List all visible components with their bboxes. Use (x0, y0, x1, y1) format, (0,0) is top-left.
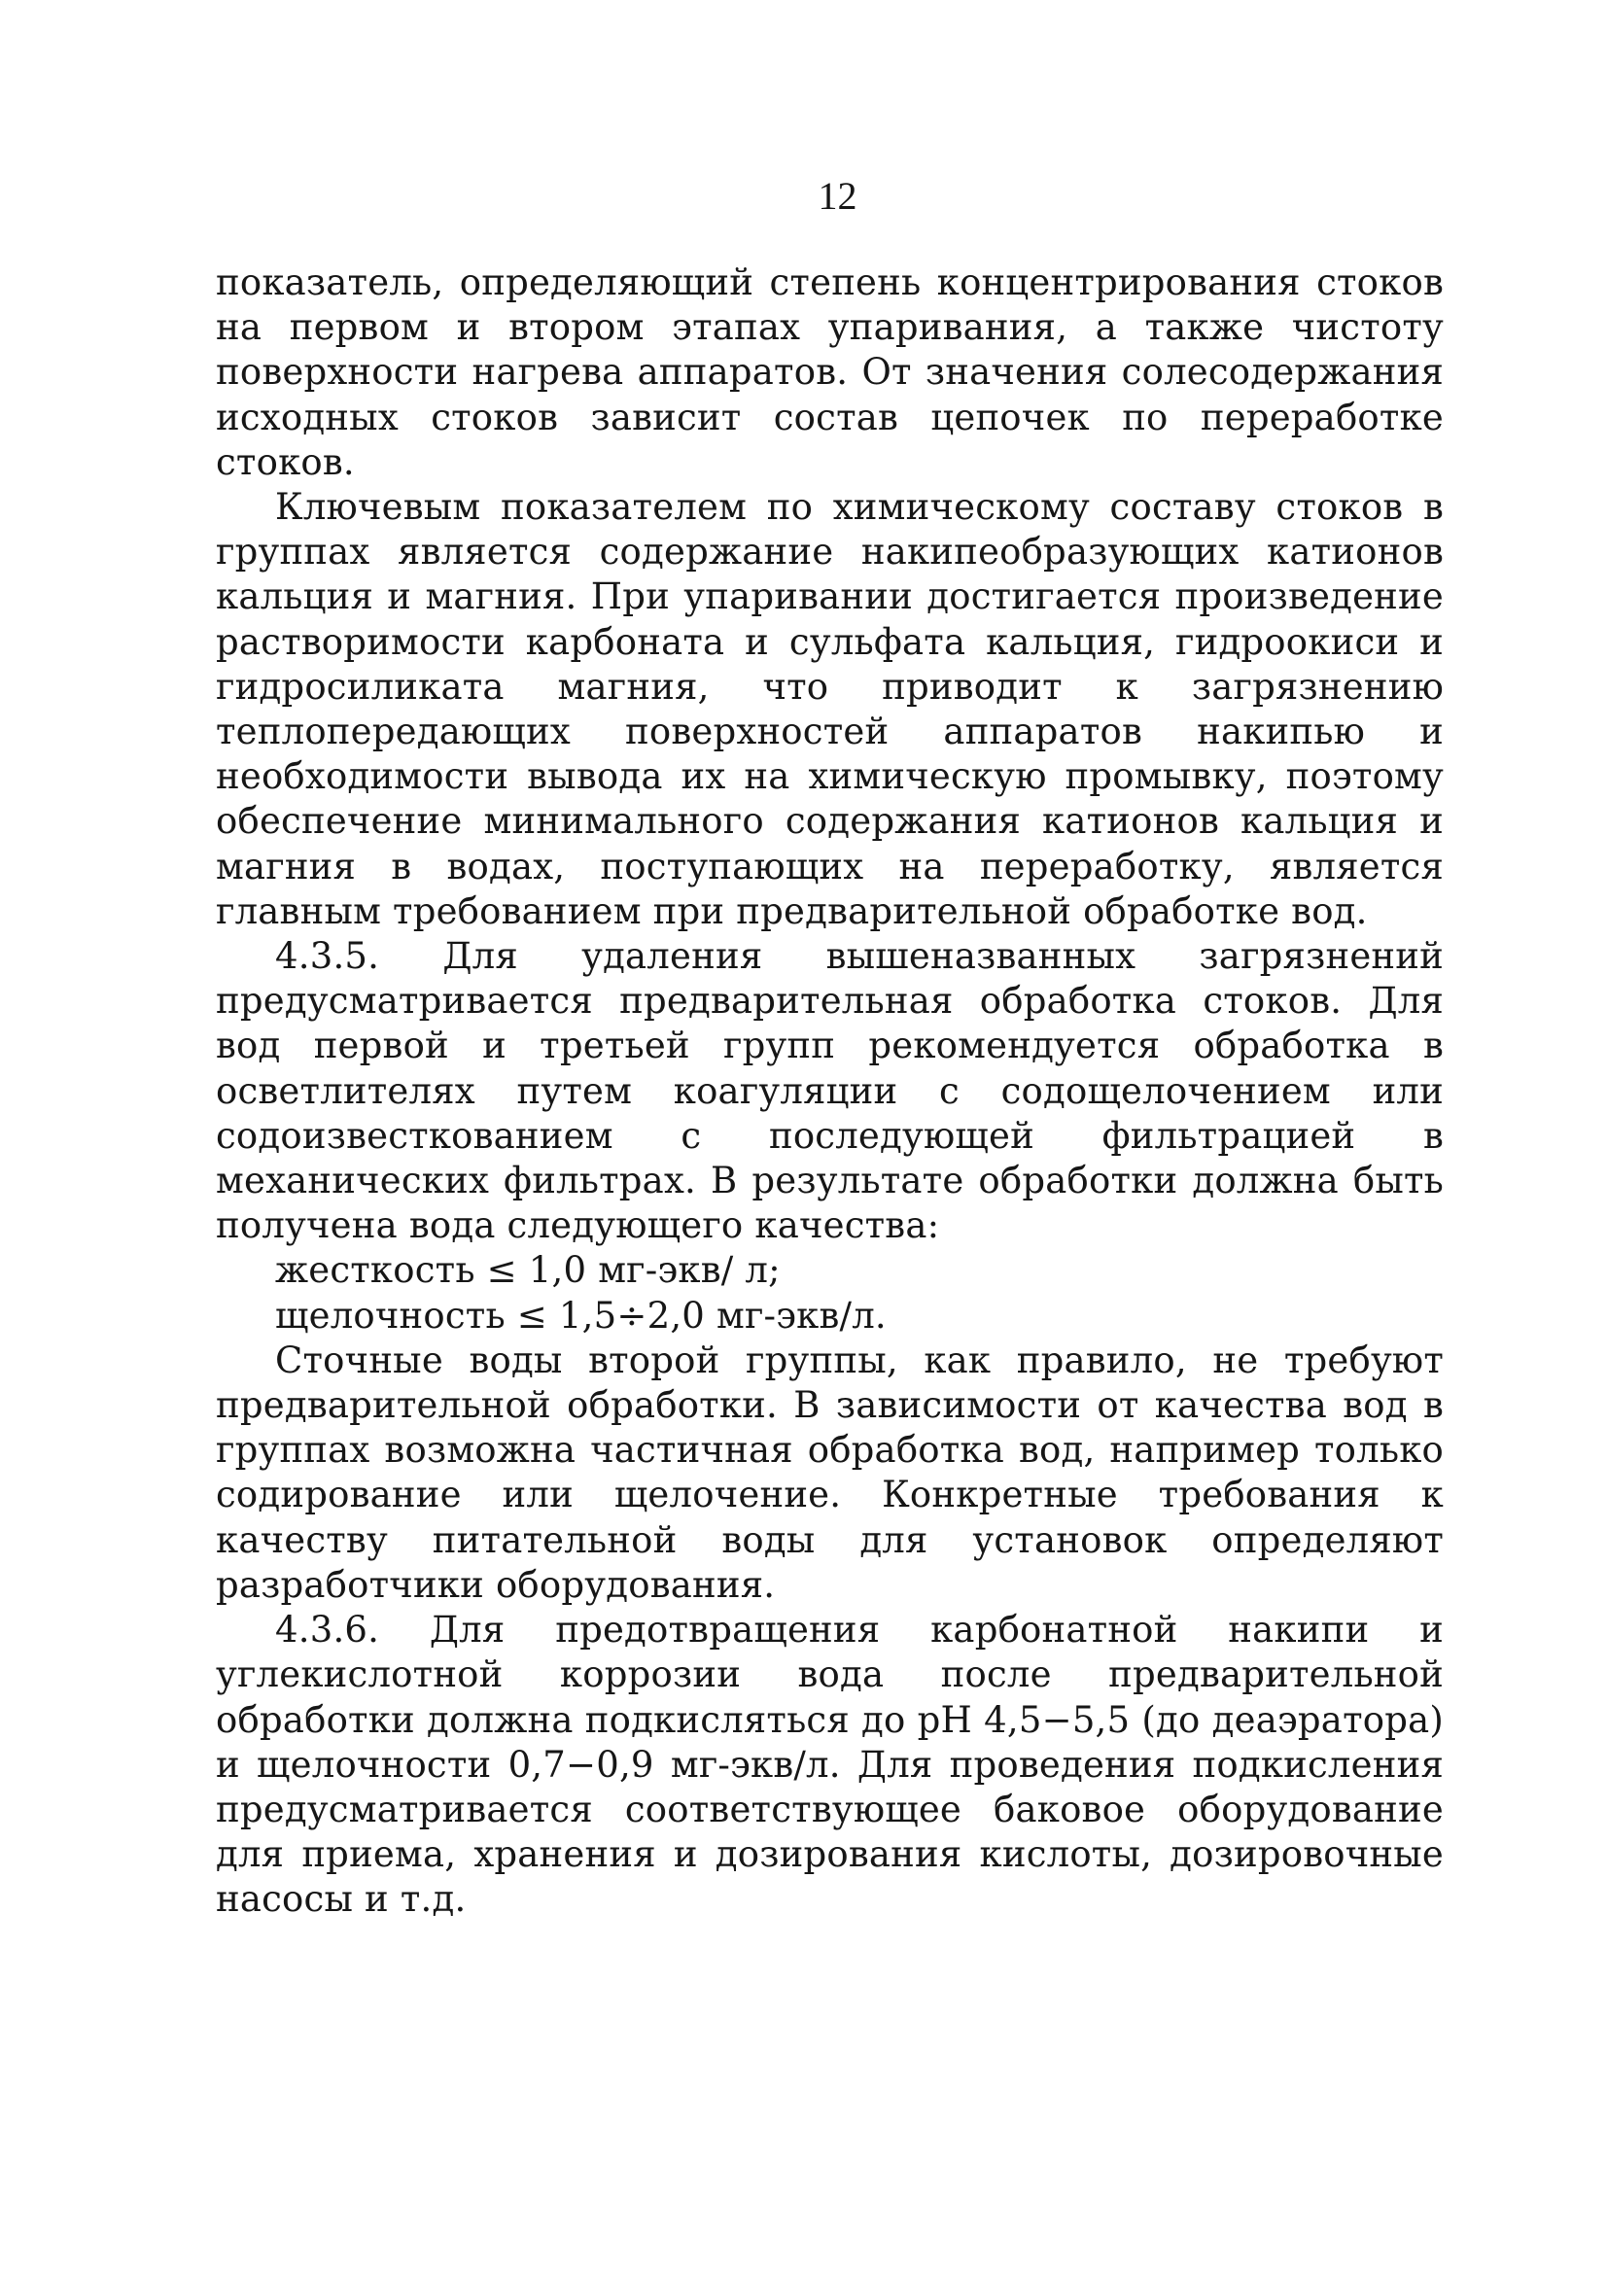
paragraph-salt-content-continuation: показатель, определяющий степень концентрирования стоков на первом и втором этапах упаривания, а также чистоту поверхности нагрева аппаратов. От значения солесодержания исходных стоков зависит состав цепочек по переработке стоков. (216, 261, 1444, 483)
paragraph-key-indicator: Ключевым показателем по химическому составу стоков в группах является содержание накипеобразующих катионов кальция и магния. При упаривании достигается произведение растворимости карбоната и сульфата кальция, гидроокиси и гидросиликата магния, что приводит к загрязнению теплопередающих поверхностей аппаратов накипью и необходимости вывода их на химическую промывку, поэтому обеспечение минимального содержания катионов кальция и магния в водах, поступающих на переработку, является главным требованием при предварительной обработке вод. (216, 486, 1444, 932)
paragraph-second-group: Сточные воды второй группы, как правило, не требуют предварительной обработки. В зависимости от качества вод в группах возможна частичная обработка вод, например только содирование или щелочение. Конкретные требования к качеству питательной воды для установок определяют разработчики оборудования. (216, 1339, 1444, 1606)
body-text (216, 261, 1444, 1923)
paragraph-4-3-6: 4.3.6. Для предотвращения карбонатной накипи и углекислотной коррозии вода после предварительной обработки должна подкисляться до pH 4,5−5,5 (до деаэратора) и щелочности 0,7−0,9 мг-экв/л. Для проведения подкисления предусматривается соответствующее баковое оборудование для приема, хранения и дозирования кислоты, дозировочные насосы и т.д. (216, 1609, 1444, 1921)
page-number: 12 (818, 174, 857, 218)
hardness-requirement: жесткость ≤ 1,0 мг-экв/ л; (275, 1249, 781, 1292)
paragraph-4-3-5: 4.3.5. Для удаления вышеназванных загрязнений предусматривается предварительная обработка стоков. Для вод первой и третьей групп рекомендуется обработка в осветлителях путем коагуляции с содощелочением или содоизвесткованием с последующей фильтрацией в механических фильтрах. В результате обработки должна быть получена вода следующего качества: (216, 935, 1444, 1247)
alkalinity-requirement: щелочность ≤ 1,5÷2,0 мг-экв/л. (275, 1294, 887, 1337)
